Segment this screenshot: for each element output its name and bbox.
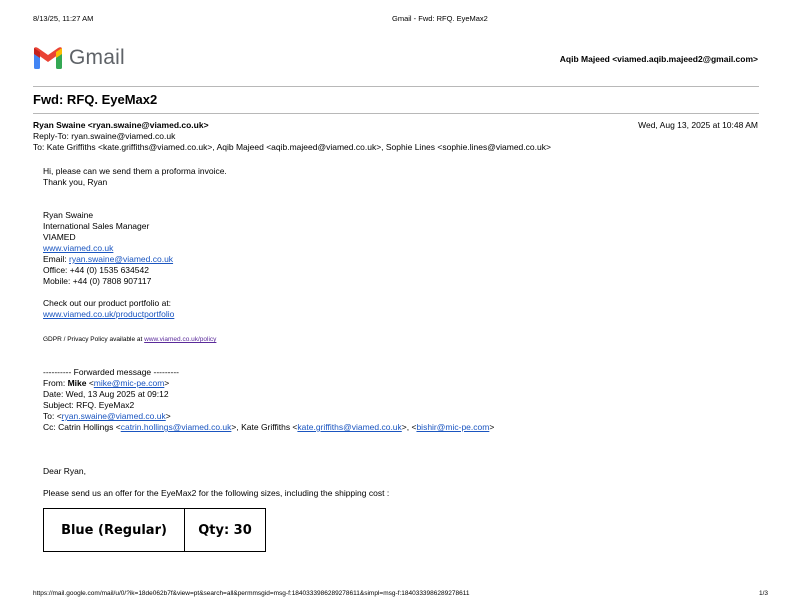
email-meta <box>33 120 551 153</box>
signature-position: International Sales Manager <box>43 221 150 231</box>
fwd-cc-mid: >, Kate Griffiths < <box>231 422 298 432</box>
email-subject: Fwd: RFQ. EyeMax2 <box>33 92 158 107</box>
fwd-to-email[interactable]: ryan.swaine@viamed.co.uk <box>61 411 166 421</box>
signature-email-link[interactable]: ryan.swaine@viamed.co.uk <box>68 254 174 264</box>
gmail-logo[interactable] <box>33 44 173 72</box>
gdpr-link[interactable]: www.viamed.co.uk/policy <box>144 336 217 343</box>
header-divider <box>33 86 759 87</box>
thanks-line: Thank you, Ryan <box>43 177 108 187</box>
page-number: 1/3 <box>758 590 768 597</box>
forwarded-header: ---------- Forwarded message --------- From: Mike <mike@mic-pe.com> Date: Wed, 13 Aug 2025 at 09:12 Subject: RFQ. EyeMax2 To: <ryan.swaine@viamed.co.uk> Cc: Catrin Hollings <catrin.hollings@viamed.co.uk>, Kate Griffiths <kate.griffiths@viamed.co.uk>, <bishir@mic-pe.com> <box>43 367 495 432</box>
dear-line: Dear Ryan, <box>43 466 86 476</box>
sender: Ryan Swaine <ryan.swaine@viamed.co.uk> <box>33 120 209 130</box>
gdpr-text: GDPR / Privacy Policy available at <box>43 336 145 343</box>
fwd-from-label: From: <box>43 378 68 388</box>
request-line: Please send us an offer for the EyeMax2 for the following sizes, including the shipping cost : <box>43 488 390 498</box>
forward-separator: ---------- Forwarded message --------- <box>43 367 179 377</box>
fwd-cc-email-2[interactable]: kate.griffiths@viamed.co.uk <box>297 422 402 432</box>
gmail-wordmark: Gmail <box>69 46 125 69</box>
fwd-from-email[interactable]: mike@mic-pe.com <box>93 378 165 388</box>
signature-name: Ryan Swaine <box>43 210 94 220</box>
reply-to: Reply-To: ryan.swaine@viamed.co.uk <box>33 131 176 141</box>
order-table <box>43 508 266 552</box>
account-address: Aqib Majeed <viamed.aqib.majeed2@gmail.com> <box>559 54 758 64</box>
website-link[interactable]: www.viamed.co.uk <box>43 243 114 253</box>
fwd-cc-label: Cc: Catrin Hollings < <box>43 422 121 432</box>
fwd-cc-email-3[interactable]: bishir@mic-pe.com <box>416 422 490 432</box>
recipients: To: Kate Griffiths <kate.griffiths@viamed.co.uk>, Aqib Majeed <aqib.majeed@viamed.co.uk>, Sophie Lines <sophie.lines@viamed.co.uk> <box>33 142 551 152</box>
fwd-cc-mid-2: >, < <box>401 422 417 432</box>
table-row <box>44 509 266 552</box>
fwd-subject: Subject: RFQ. EyeMax2 <box>43 400 135 410</box>
fwd-from-name: Mike <box>67 378 87 388</box>
print-datetime: 8/13/25, 11:27 AM <box>33 14 94 23</box>
signature <box>43 210 174 320</box>
table-cell-quantity: Qty: 30 <box>185 509 266 552</box>
signature-office: Office: +44 (0) 1535 634542 <box>43 265 149 275</box>
portfolio-text: Check out our product portfolio at: <box>43 298 172 308</box>
table-cell-variant: Blue (Regular) <box>44 509 185 552</box>
sent-date: Wed, Aug 13, 2025 at 10:48 AM <box>638 120 758 130</box>
portfolio-link[interactable]: www.viamed.co.uk/productportfolio <box>43 309 175 319</box>
fwd-date: Date: Wed, 13 Aug 2025 at 09:12 <box>43 389 169 399</box>
email-label: Email: <box>43 254 69 264</box>
greeting-line: Hi, please can we send them a proforma invoice. <box>43 166 227 176</box>
fwd-to-label: To: < <box>43 411 62 421</box>
gmail-m-icon <box>33 46 63 70</box>
signature-mobile: Mobile: +44 (0) 7808 907117 <box>43 276 152 286</box>
print-title: Gmail - Fwd: RFQ. EyeMax2 <box>392 14 488 23</box>
signature-company: VIAMED <box>43 232 76 242</box>
subject-divider <box>33 113 759 114</box>
fwd-cc-email-1[interactable]: catrin.hollings@viamed.co.uk <box>120 422 232 432</box>
message-intro <box>43 166 227 188</box>
footer-url: https://mail.google.com/mail/u/0/?ik=18de062b7f&view=pt&search=all&permmsgid=msg-f:1840333986289278611&simpl=msg-f:1840333986289278611 <box>33 590 470 597</box>
gdpr-notice <box>43 336 216 343</box>
